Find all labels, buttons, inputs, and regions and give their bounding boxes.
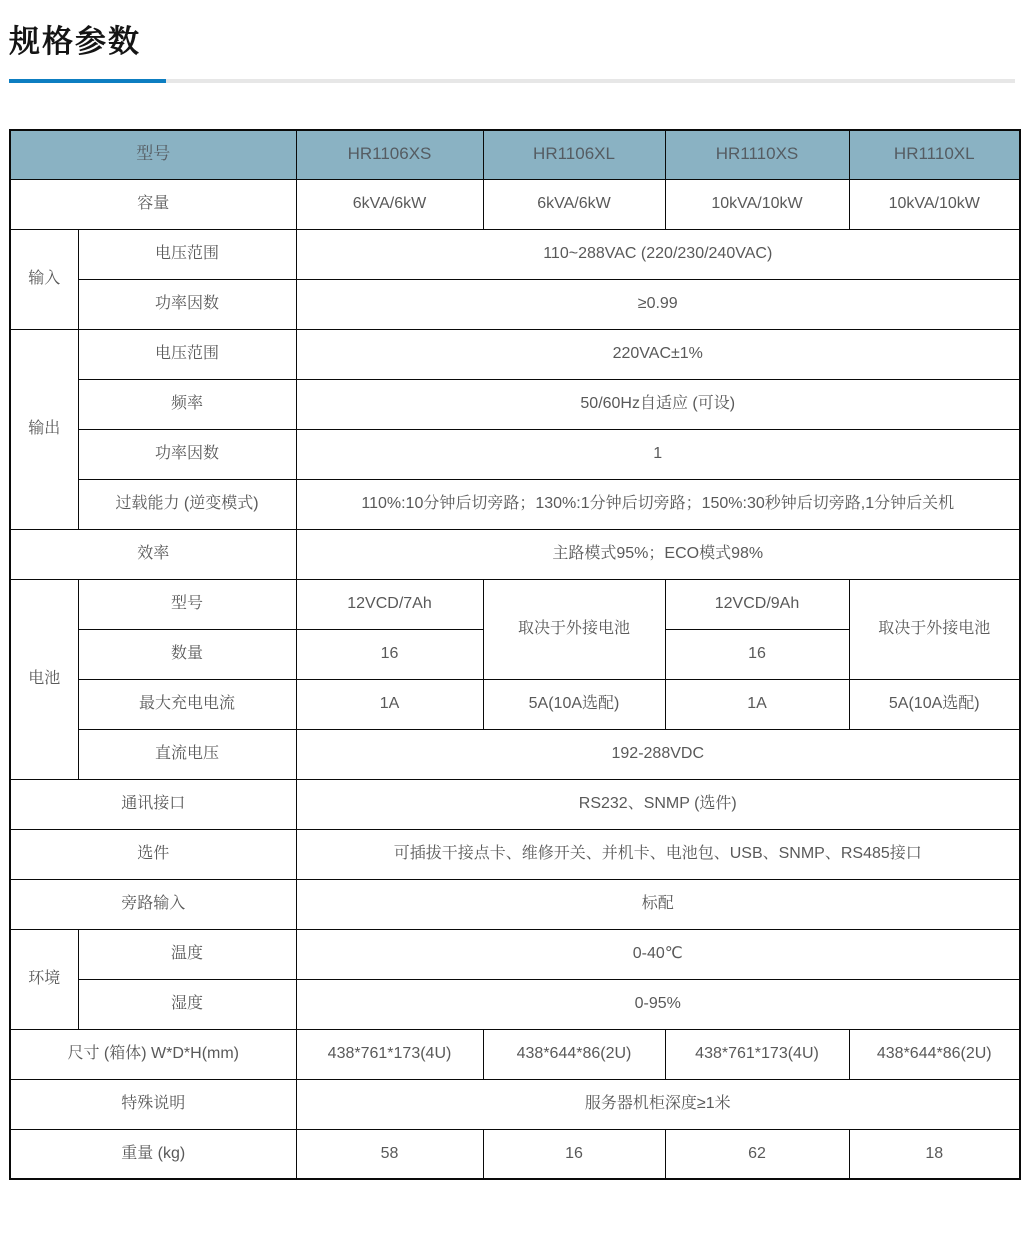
input-power-factor-label: 功率因数 (78, 279, 296, 329)
row-input-power-factor (10, 279, 1020, 329)
capacity-label: 容量 (10, 179, 296, 229)
options-value: 可插拔干接点卡、维修开关、并机卡、电池包、USB、SNMP、RS485接口 (296, 829, 1020, 879)
header-model-hr1106xl: HR1106XL (483, 130, 665, 179)
row-input-voltage-range (10, 229, 1020, 279)
dimensions-value-1: 438*761*173(4U) (296, 1029, 483, 1079)
dimensions-value-3: 438*761*173(4U) (665, 1029, 849, 1079)
env-temperature-value: 0-40℃ (296, 929, 1020, 979)
battery-charge-current-value-4: 5A(10A选配) (849, 679, 1020, 729)
header-model-hr1106xs: HR1106XS (296, 130, 483, 179)
row-battery-model (10, 579, 1020, 629)
row-battery-charge-current (10, 679, 1020, 729)
battery-quantity-value-3: 16 (665, 629, 849, 679)
output-group-label: 输出 (10, 329, 78, 529)
row-capacity (10, 179, 1020, 229)
special-note-label: 特殊说明 (10, 1079, 296, 1129)
weight-value-3: 62 (665, 1129, 849, 1179)
row-output-frequency (10, 379, 1020, 429)
row-dimensions (10, 1029, 1020, 1079)
input-voltage-range-label: 电压范围 (78, 229, 296, 279)
row-weight (10, 1129, 1020, 1179)
battery-charge-current-label: 最大充电电流 (78, 679, 296, 729)
input-group-label: 输入 (10, 229, 78, 329)
row-special-note (10, 1079, 1020, 1129)
environment-group-label: 环境 (10, 929, 78, 1029)
row-output-overload (10, 479, 1020, 529)
capacity-value-1: 6kVA/6kW (296, 179, 483, 229)
input-voltage-range-value: 110~288VAC (220/230/240VAC) (296, 229, 1020, 279)
row-output-voltage-range (10, 329, 1020, 379)
efficiency-label: 效率 (10, 529, 296, 579)
output-frequency-label: 频率 (78, 379, 296, 429)
output-frequency-value: 50/60Hz自适应 (可设) (296, 379, 1020, 429)
env-humidity-value: 0-95% (296, 979, 1020, 1029)
title-underline-accent (9, 79, 166, 83)
output-overload-label: 过载能力 (逆变模式) (78, 479, 296, 529)
env-humidity-label: 湿度 (78, 979, 296, 1029)
weight-value-1: 58 (296, 1129, 483, 1179)
dimensions-value-4: 438*644*86(2U) (849, 1029, 1020, 1079)
bypass-input-label: 旁路输入 (10, 879, 296, 929)
output-voltage-range-value: 220VAC±1% (296, 329, 1020, 379)
dimensions-label: 尺寸 (箱体) W*D*H(mm) (10, 1029, 296, 1079)
battery-dc-voltage-label: 直流电压 (78, 729, 296, 779)
input-power-factor-value: ≥0.99 (296, 279, 1020, 329)
page-title: 规格参数 (9, 24, 141, 59)
output-power-factor-value: 1 (296, 429, 1020, 479)
row-env-humidity (10, 979, 1020, 1029)
row-env-temperature (10, 929, 1020, 979)
battery-model-value-1: 12VCD/7Ah (296, 579, 483, 629)
row-bypass-input (10, 879, 1020, 929)
special-note-value: 服务器机柜深度≥1米 (296, 1079, 1020, 1129)
row-output-power-factor (10, 429, 1020, 479)
row-comm-interface (10, 779, 1020, 829)
battery-charge-current-value-2: 5A(10A选配) (483, 679, 665, 729)
capacity-value-4: 10kVA/10kW (849, 179, 1020, 229)
env-temperature-label: 温度 (78, 929, 296, 979)
battery-model-value-3: 12VCD/9Ah (665, 579, 849, 629)
row-battery-dc-voltage (10, 729, 1020, 779)
header-model-hr1110xs: HR1110XS (665, 130, 849, 179)
battery-group-label: 电池 (10, 579, 78, 779)
battery-charge-current-value-3: 1A (665, 679, 849, 729)
comm-interface-value: RS232、SNMP (选件) (296, 779, 1020, 829)
comm-interface-label: 通讯接口 (10, 779, 296, 829)
row-options (10, 829, 1020, 879)
weight-value-2: 16 (483, 1129, 665, 1179)
bypass-input-value: 标配 (296, 879, 1020, 929)
weight-label: 重量 (kg) (10, 1129, 296, 1179)
battery-quantity-label: 数量 (78, 629, 296, 679)
capacity-value-3: 10kVA/10kW (665, 179, 849, 229)
weight-value-4: 18 (849, 1129, 1020, 1179)
capacity-value-2: 6kVA/6kW (483, 179, 665, 229)
header-model-hr1110xl: HR1110XL (849, 130, 1020, 179)
battery-quantity-value-1: 16 (296, 629, 483, 679)
title-underline (9, 79, 1015, 83)
row-efficiency (10, 529, 1020, 579)
dimensions-value-2: 438*644*86(2U) (483, 1029, 665, 1079)
output-power-factor-label: 功率因数 (78, 429, 296, 479)
table-header-row (10, 130, 1020, 179)
efficiency-value: 主路模式95%；ECO模式98% (296, 529, 1020, 579)
battery-charge-current-value-1: 1A (296, 679, 483, 729)
battery-external-note-1: 取决于外接电池 (483, 579, 665, 679)
battery-external-note-2: 取决于外接电池 (849, 579, 1020, 679)
battery-dc-voltage-value: 192-288VDC (296, 729, 1020, 779)
header-model-label: 型号 (10, 130, 296, 179)
spec-table (9, 129, 1021, 1180)
battery-model-label: 型号 (78, 579, 296, 629)
output-overload-value: 110%:10分钟后切旁路；130%:1分钟后切旁路；150%:30秒钟后切旁路,1分钟后关机 (296, 479, 1020, 529)
options-label: 选件 (10, 829, 296, 879)
output-voltage-range-label: 电压范围 (78, 329, 296, 379)
